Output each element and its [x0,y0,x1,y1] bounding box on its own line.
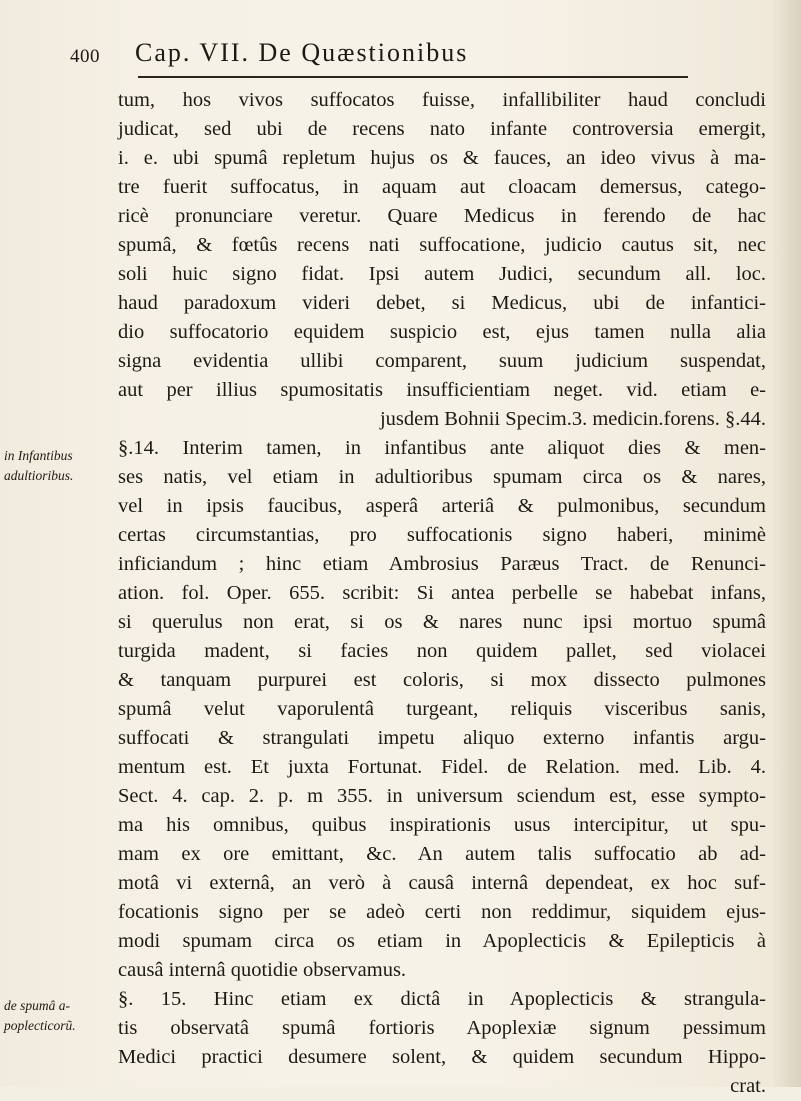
text-line: causâ internâ quotidie observamus. [118,959,407,981]
text-line: haud paradoxum videri debet, si Medicus, ubi de infantici- [118,292,766,314]
page-number: 400 [70,46,100,67]
text-line: soli huic signo fidat. Ipsi autem Judici, secundum all. loc. [118,263,766,285]
margin-note-spuma [4,996,114,1036]
text-line: si querulus non erat, si os & nares nunc ipsi mortuo spumâ [118,611,766,633]
margin-note-line: de spumâ a- [4,998,70,1013]
running-head: Cap. VII. De Quæstionibus [135,38,469,67]
text-line: vel in ipsis faucibus, asperâ arteriâ & pulmonibus, secundum [118,495,766,517]
text-line: §.14. Interim tamen, in infantibus ante aliquot dies & men- [118,437,766,459]
text-line: ses natis, vel etiam in adultioribus spumam circa os & nares, [118,466,766,488]
text-line: spumâ, & fœtûs recens nati suffocatione, judicio cautus sit, nec [118,234,766,256]
text-line: ation. fol. Oper. 655. scribit: Si antea perbelle se habebat infans, [118,582,766,604]
margin-note-line: adultioribus. [4,468,74,483]
text-line: certas circumstantias, pro suffocationis signo haberi, minimè [118,524,766,546]
text-line: tre fuerit suffocatus, in aquam aut cloacam demersus, catego- [118,176,766,198]
text-line: judicat, sed ubi de recens nato infante controversia emergit, [118,118,766,140]
margin-note-line: poplecticorũ. [4,1018,76,1033]
text-line: §. 15. Hinc etiam ex dictâ in Apoplecticis & strangula- [118,988,766,1010]
text-line: Sect. 4. cap. 2. p. m 355. in universum sciendum est, esse sympto- [118,785,766,807]
text-line: aut per illius spumositatis insufficientiam neget. vid. etiam e- [118,379,766,401]
margin-note-line: in Infantibus [4,448,73,463]
text-line: jusdem Bohnii Specim.3. medicin.forens. §.44. [379,408,766,430]
text-line: mentum est. Et juxta Fortunat. Fidel. de Relation. med. Lib. 4. [118,756,766,778]
text-line: mam ex ore emittant, &c. An autem talis suffocatio ab ad- [118,843,766,865]
text-line: inficiandum ; hinc etiam Ambrosius Paræus Tract. de Renunci- [118,553,766,575]
text-line: ma his omnibus, quibus inspirationis usus intercipitur, ut spu- [118,814,766,836]
text-line: dio suffocatorio equidem suspicio est, ejus tamen nulla alia [118,321,766,343]
margin-note-infantibus [4,446,114,486]
text-line: i. e. ubi spumâ repletum hujus os & fauces, an ideo vivus à ma- [118,147,766,169]
text-line: crat. [730,1075,766,1097]
text-line: spumâ velut vaporulentâ turgeant, reliquis visceribus sanis, [118,698,766,720]
body-text [118,86,766,1101]
text-line: signa evidentia ullibi comparent, suum judicium suspendat, [118,350,766,372]
text-line: motâ vi externâ, an verò à causâ internâ dependeat, ex hoc suf- [118,872,766,894]
text-line: focationis signo per se adeò certi non reddimur, siquidem ejus- [118,901,766,923]
text-line: modi spumam circa os etiam in Apoplecticis & Epilepticis à [118,930,766,952]
page-edge-shadow [771,0,801,1087]
page-header [70,36,710,80]
text-line: ricè pronunciare veretur. Quare Medicus in ferendo de hac [118,205,766,227]
header-rule [138,76,688,78]
text-line: tis observatâ spumâ fortioris Apoplexiæ signum pessimum [118,1017,766,1039]
text-line: tum, hos vivos suffocatos fuisse, infallibiliter haud concludi [118,89,766,111]
text-line: Medici practici desumere solent, & quidem secundum Hippo- [118,1046,766,1068]
text-line: suffocati & strangulati impetu aliquo externo infantis argu- [118,727,766,749]
text-line: & tanquam purpurei est coloris, si mox dissecto pulmones [118,669,766,691]
text-line: turgida madent, si facies non quidem pallet, sed violacei [118,640,766,662]
